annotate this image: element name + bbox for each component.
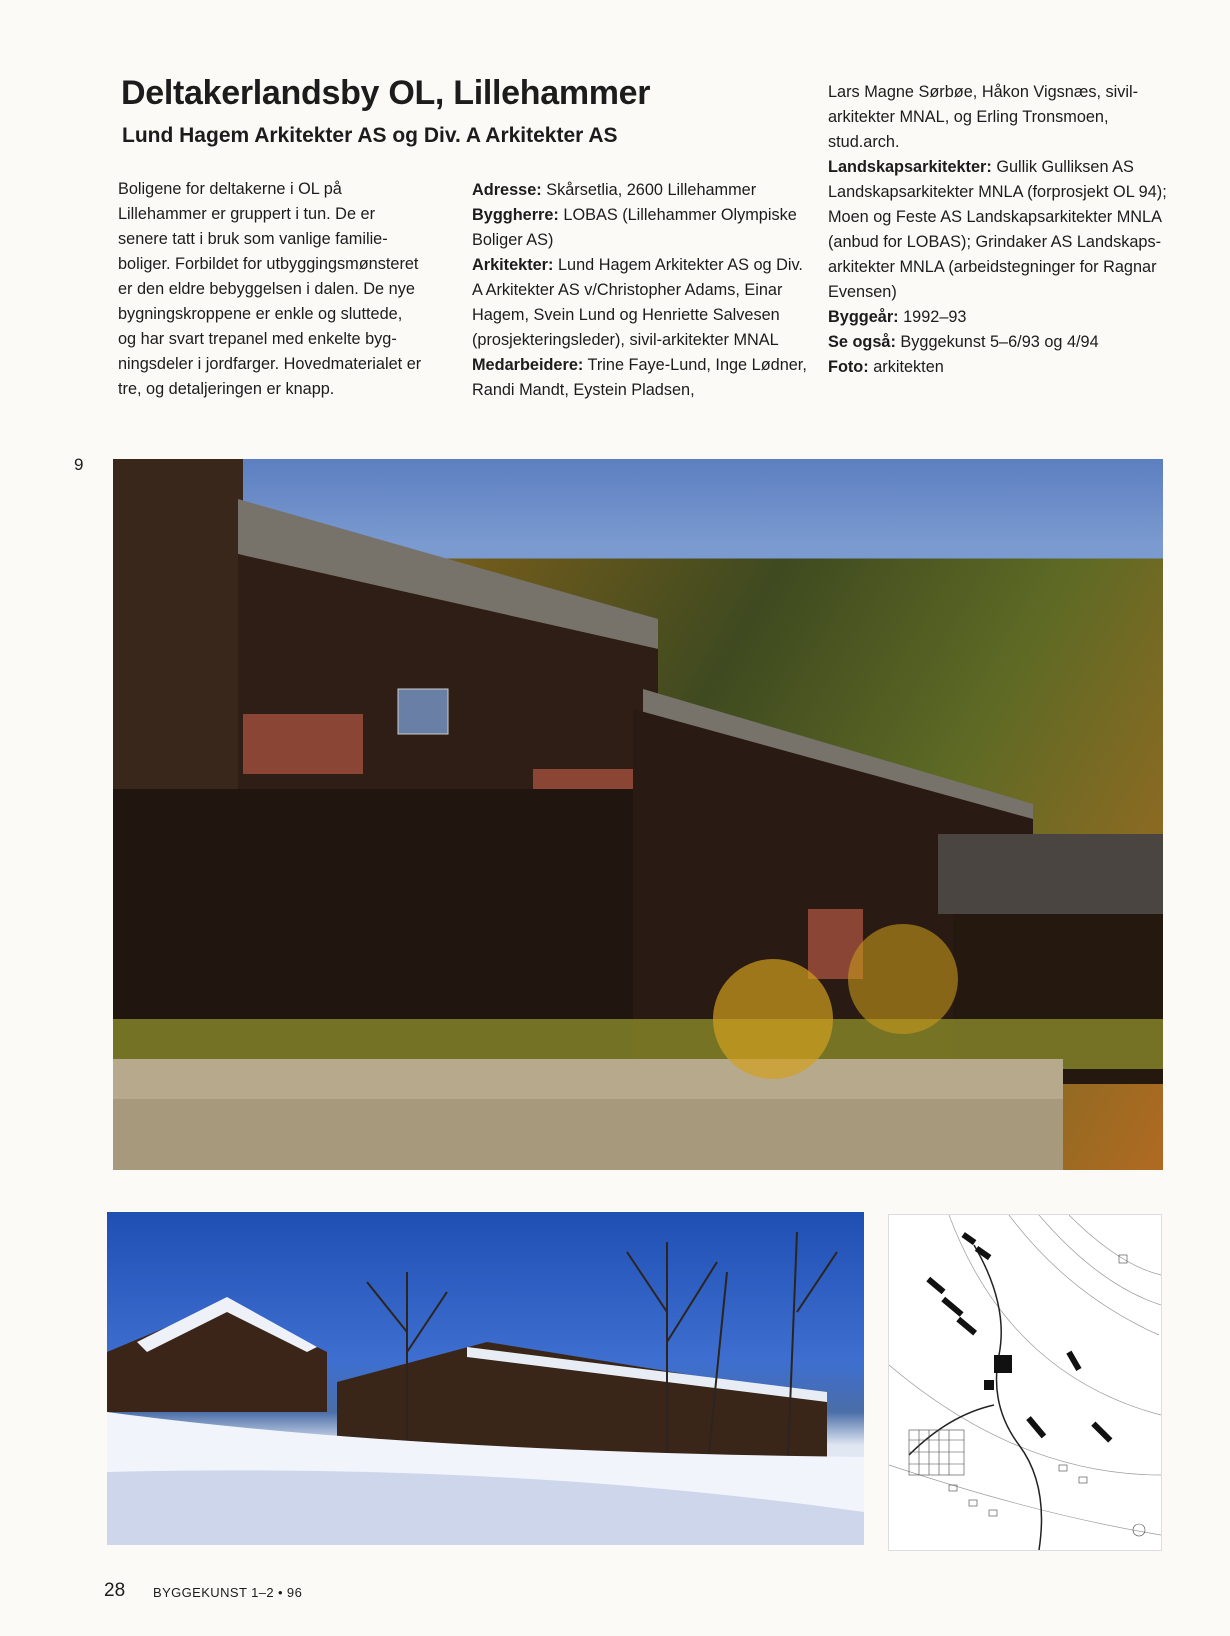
fact-year bbox=[828, 305, 1173, 330]
winter-photo-illustration bbox=[107, 1212, 864, 1545]
intro-text bbox=[118, 177, 458, 402]
intro-line: senere tatt i bruk som vanlige familie- bbox=[118, 230, 388, 248]
intro-line: og har svart trepanel med enkelte byg- bbox=[118, 330, 397, 348]
magazine-issue: BYGGEKUNST 1–2 • 96 bbox=[153, 1585, 303, 1600]
fact-photo bbox=[828, 355, 1173, 380]
intro-line: Boligene for deltakerne i OL på bbox=[118, 180, 342, 198]
fact-value: Byggekunst 5–6/93 og 4/94 bbox=[895, 333, 1099, 351]
intro-line: tre, og detaljeringen er knapp. bbox=[118, 380, 335, 398]
intro-line: bygningskroppene er enkle og sluttede, bbox=[118, 305, 403, 323]
fact-value: 1992–93 bbox=[898, 308, 967, 326]
figure-number: 9 bbox=[74, 455, 84, 474]
fact-client bbox=[472, 203, 812, 253]
facts-column-1 bbox=[472, 178, 812, 403]
fact-value: Trine Faye-Lund, Inge Lødner, Randi Mandt, Eystein Pladsen, bbox=[472, 356, 807, 399]
fact-landscape bbox=[828, 155, 1173, 305]
fact-value: Gullik Gulliksen AS Landskapsarkitekter MNLA (forprosjekt OL 94); Moen og Feste AS Landskapsarkitekter MNLA (anbud for LOBAS); Grindaker AS Landskaps-arkitekter MNLA (arbeidstegninger for Ragnar Evensen) bbox=[828, 158, 1167, 301]
site-plan-illustration bbox=[889, 1215, 1161, 1550]
fact-label: Byggherre: bbox=[472, 206, 559, 224]
fact-see-also bbox=[828, 330, 1173, 355]
article-subtitle: Lund Hagem Arkitekter AS og Div. A Arkitekter AS bbox=[122, 124, 618, 147]
fact-label: Landskapsarkitekter: bbox=[828, 158, 992, 176]
facts-column-2 bbox=[828, 80, 1173, 380]
fact-architects bbox=[472, 253, 812, 353]
article-title: Deltakerlandsby OL, Lillehammer bbox=[121, 74, 651, 112]
fact-staff bbox=[472, 353, 812, 403]
main-photo-autumn-houses bbox=[113, 459, 1163, 1170]
fact-label: Adresse: bbox=[472, 181, 542, 199]
fact-staff-continued: Lars Magne Sørbøe, Håkon Vigsnæs, sivil-arkitekter MNAL, og Erling Tronsmoen, stud.arch. bbox=[828, 83, 1139, 151]
intro-line: ningsdeler i jordfarger. Hovedmaterialet er bbox=[118, 355, 422, 373]
fact-label: Medarbeidere: bbox=[472, 356, 584, 374]
fact-value: LOBAS (Lillehammer Olympiske Boliger AS) bbox=[472, 206, 797, 249]
page-number: 28 bbox=[104, 1580, 126, 1601]
main-photo-illustration bbox=[113, 459, 1163, 1170]
fact-value: Skårsetlia, 2600 Lillehammer bbox=[541, 181, 757, 199]
fact-label: Foto: bbox=[828, 358, 869, 376]
fact-address bbox=[472, 178, 812, 203]
intro-line: Lillehammer er gruppert i tun. De er bbox=[118, 205, 375, 223]
fact-label: Se også: bbox=[828, 333, 896, 351]
fact-label: Arkitekter: bbox=[472, 256, 554, 274]
fact-value: arkitekten bbox=[868, 358, 944, 376]
fact-value: Lund Hagem Arkitekter AS og Div. A Arkitekter AS v/Christopher Adams, Einar Hagem, Svein Lund og Henriette Salvesen (prosjekteringsleder), sivil-arkitekter MNAL bbox=[472, 256, 803, 349]
fact-label: Byggeår: bbox=[828, 308, 899, 326]
intro-line: boliger. Forbildet for utbyggingsmønsteret bbox=[118, 255, 419, 273]
intro-line: er den eldre bebyggelsen i dalen. De nye bbox=[118, 280, 415, 298]
site-plan-drawing bbox=[888, 1214, 1162, 1551]
winter-photo bbox=[107, 1212, 864, 1545]
